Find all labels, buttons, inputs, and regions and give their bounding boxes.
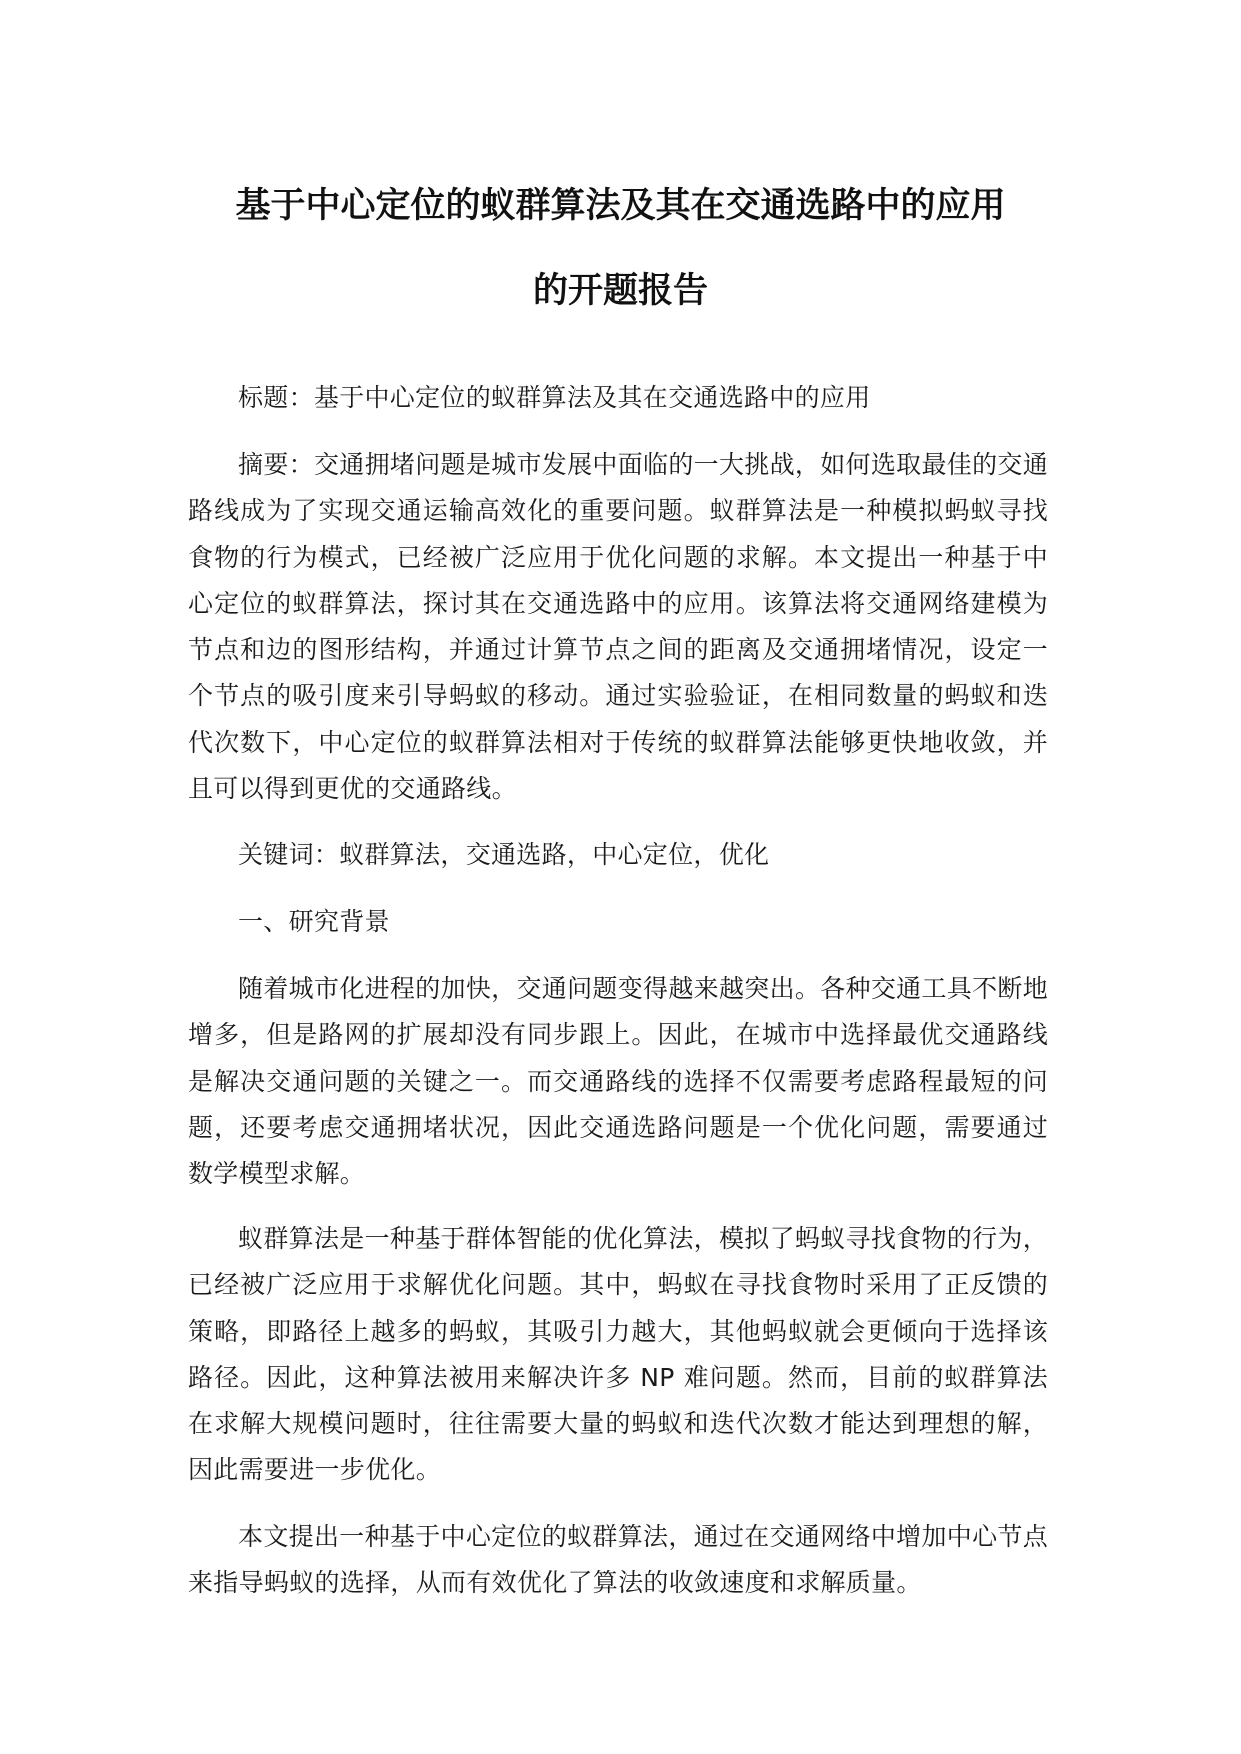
section-heading-research-background: 一、研究背景 (238, 907, 390, 936)
document-title-line-2: 的开题报告 (532, 271, 708, 311)
background-paragraph-1: 随着城市化进程的加快，交通问题变得越来越突出。各种交通工具不断地增多，但是路网的扩展却没有同步跟上。因此，在城市中选择最优交通路线是解决交通问题的关键之一。而交通路线的选择不仅需要考虑路程最短的问题，还要考虑交通拥堵状况，因此交通选路问题是一个优化问题，需要通过数学模型求解。 (188, 974, 1048, 1189)
abstract-paragraph: 摘要：交通拥堵问题是城市发展中面临的一大挑战，如何选取最佳的交通路线成为了实现交通运输高效化的重要问题。蚁群算法是一种模拟蚂蚁寻找食物的行为模式，已经被广泛应用于优化问题的求解。本文提出一种基于中心定位的蚁群算法，探讨其在交通选路中的应用。该算法将交通网络建模为节点和边的图形结构，并通过计算节点之间的距离及交通拥堵情况，设定一个节点的吸引度来引导蚂蚁的移动。通过实验验证，在相同数量的蚂蚁和迭代次数下，中心定位的蚁群算法相对于传统的蚁群算法能够更快地收敛，并且可以得到更优的交通路线。 (188, 450, 1048, 804)
keywords-paragraph: 关键词：蚁群算法，交通选路，中心定位，优化 (238, 840, 770, 869)
background-paragraph-3: 本文提出一种基于中心定位的蚁群算法，通过在交通网络中增加中心节点来指导蚂蚁的选择，从而有效优化了算法的收敛速度和求解质量。 (188, 1522, 1048, 1598)
title-field-paragraph: 标题：基于中心定位的蚁群算法及其在交通选路中的应用 (238, 383, 871, 412)
document-title-line-1: 基于中心定位的蚁群算法及其在交通选路中的应用 (235, 186, 1006, 226)
background-paragraph-2: 蚁群算法是一种基于群体智能的优化算法，模拟了蚂蚁寻找食物的行为，已经被广泛应用于求解优化问题。其中，蚂蚁在寻找食物时采用了正反馈的策略，即路径上越多的蚂蚁，其吸引力越大，其他蚂蚁就会更倾向于选择该路径。因此，这种算法被用来解决许多 NP 难问题。然而，目前的蚁群算法在求解大规模问题时，往往需要大量的蚂蚁和迭代次数才能达到理想的解，因此需要进一步优化。 (188, 1224, 1048, 1485)
